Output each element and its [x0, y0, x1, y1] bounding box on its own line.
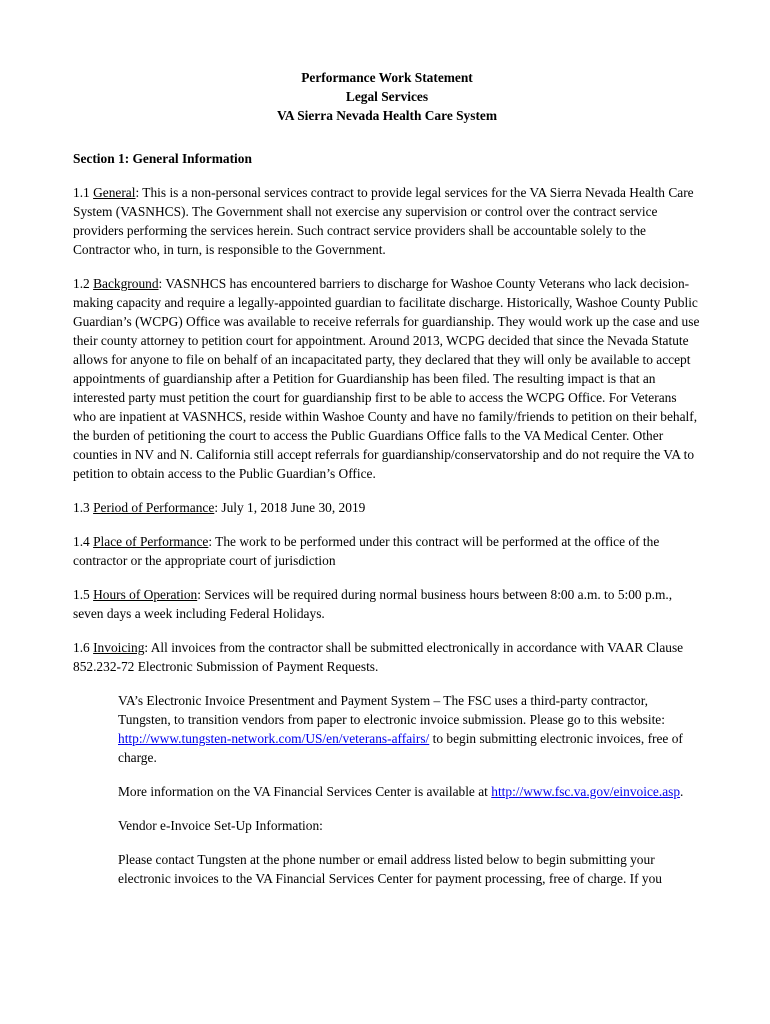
vaeipps-paragraph [118, 691, 701, 767]
paragraph-label: Hours of Operation [93, 587, 198, 602]
paragraph-number: 1.5 [73, 587, 94, 602]
document-title-line-3: VA Sierra Nevada Health Care System [276, 108, 498, 123]
more-info-text-end: . [680, 784, 684, 799]
paragraph-text: : The work to be performed under this contract will be performed at the office of the contractor or the appropriate court of jurisdiction [73, 534, 660, 568]
paragraph-number: 1.3 [73, 500, 94, 515]
paragraph-1-6 [73, 638, 701, 676]
paragraph-label: Invoicing [93, 640, 145, 655]
paragraph-1-4 [73, 532, 701, 570]
paragraph-text: : July 1, 2018 June 30, 2019 [214, 500, 366, 515]
paragraph-label: General [93, 185, 136, 200]
paragraph-label: Place of Performance [93, 534, 209, 549]
paragraph-text: : Services will be required during normal business hours between 8:00 a.m. to 5:00 p.m., seven days a week including Federal Holidays. [73, 587, 673, 621]
paragraph-number: 1.2 [73, 276, 94, 291]
section-1-heading: Section 1: General Information [73, 151, 252, 166]
paragraph-1-1 [73, 183, 701, 259]
vaeipps-text: VA’s Electronic Invoice Presentment and Payment System – The FSC uses a third-party contractor, Tungsten, to transition vendors from paper to electronic invoice submission. Please go to this website: [118, 693, 665, 727]
invoicing-details [73, 691, 701, 888]
paragraph-text: : VASNHCS has encountered barriers to discharge for Washoe County Veterans who lack decision-making capacity and require a legally-appointed guardian to facilitate discharge. Historically, Washoe County Public Guardian’s (WCPG) Office was available to receive referrals for guardianship. They would work up the case and use their county attorney to petition court for appointment. Around 2013, WCPG decided that since the Nevada Statute allows for anyone to file on behalf of an incapacitated party, they declared that they will only be available to accept appointments of guardianship after a Petition for Guardianship has been filed. The resulting impact is that an interested party must petition the court for guardianship first to be able to access the WCPG Office. For Veterans who are inpatient at VASNHCS, reside within Washoe County and have no family/friends to petition on their behalf, the burden of petitioning the court to access the Public Guardians Office falls to the VA Medical Center. Other counties in NV and N. California still accept referrals for guardianship/conservatorship and do not require the VA to petition to obtain access to the Public Guardian’s Office. [73, 276, 700, 481]
document-title-line-1: Performance Work Statement [301, 70, 473, 85]
paragraph-number: 1.6 [73, 640, 94, 655]
more-info-text: More information on the VA Financial Services Center is available at [118, 784, 492, 799]
vaeipps-text-end: to begin submitting electronic invoices, free of charge. [118, 731, 683, 765]
paragraph-text: : This is a non-personal services contract to provide legal services for the VA Sierra Nevada Health Care System (VASNHCS). The Government shall not exercise any supervision or control over the contract service providers performing the services herein. Such contract service providers shall be accountable solely to the Contractor who, in turn, is responsible to the Government. [73, 185, 694, 257]
paragraph-number: 1.1 [73, 185, 94, 200]
fsc-einvoice-link[interactable]: http://www.fsc.va.gov/einvoice.asp [491, 784, 681, 799]
paragraph-number: 1.4 [73, 534, 94, 549]
paragraph-1-5 [73, 585, 701, 623]
tungsten-link[interactable]: http://www.tungsten-network.com/US/en/veterans-affairs/ [118, 731, 430, 746]
contact-paragraph: Please contact Tungsten at the phone number or email address listed below to begin submitting your electronic invoices to the VA Financial Services Center for payment processing, free of charge. If you [118, 852, 663, 886]
more-info-paragraph [118, 782, 701, 801]
paragraph-text: : All invoices from the contractor shall be submitted electronically in accordance with VAAR Clause 852.232-72 Electronic Submission of Payment Requests. [73, 640, 684, 674]
document-title-line-2: Legal Services [345, 89, 429, 104]
document-page [73, 68, 701, 888]
paragraph-1-2 [73, 274, 701, 483]
paragraph-label: Background [93, 276, 159, 291]
setup-heading: Vendor e-Invoice Set-Up Information: [118, 818, 323, 833]
paragraph-label: Period of Performance [93, 500, 215, 515]
paragraph-1-3 [73, 498, 701, 517]
